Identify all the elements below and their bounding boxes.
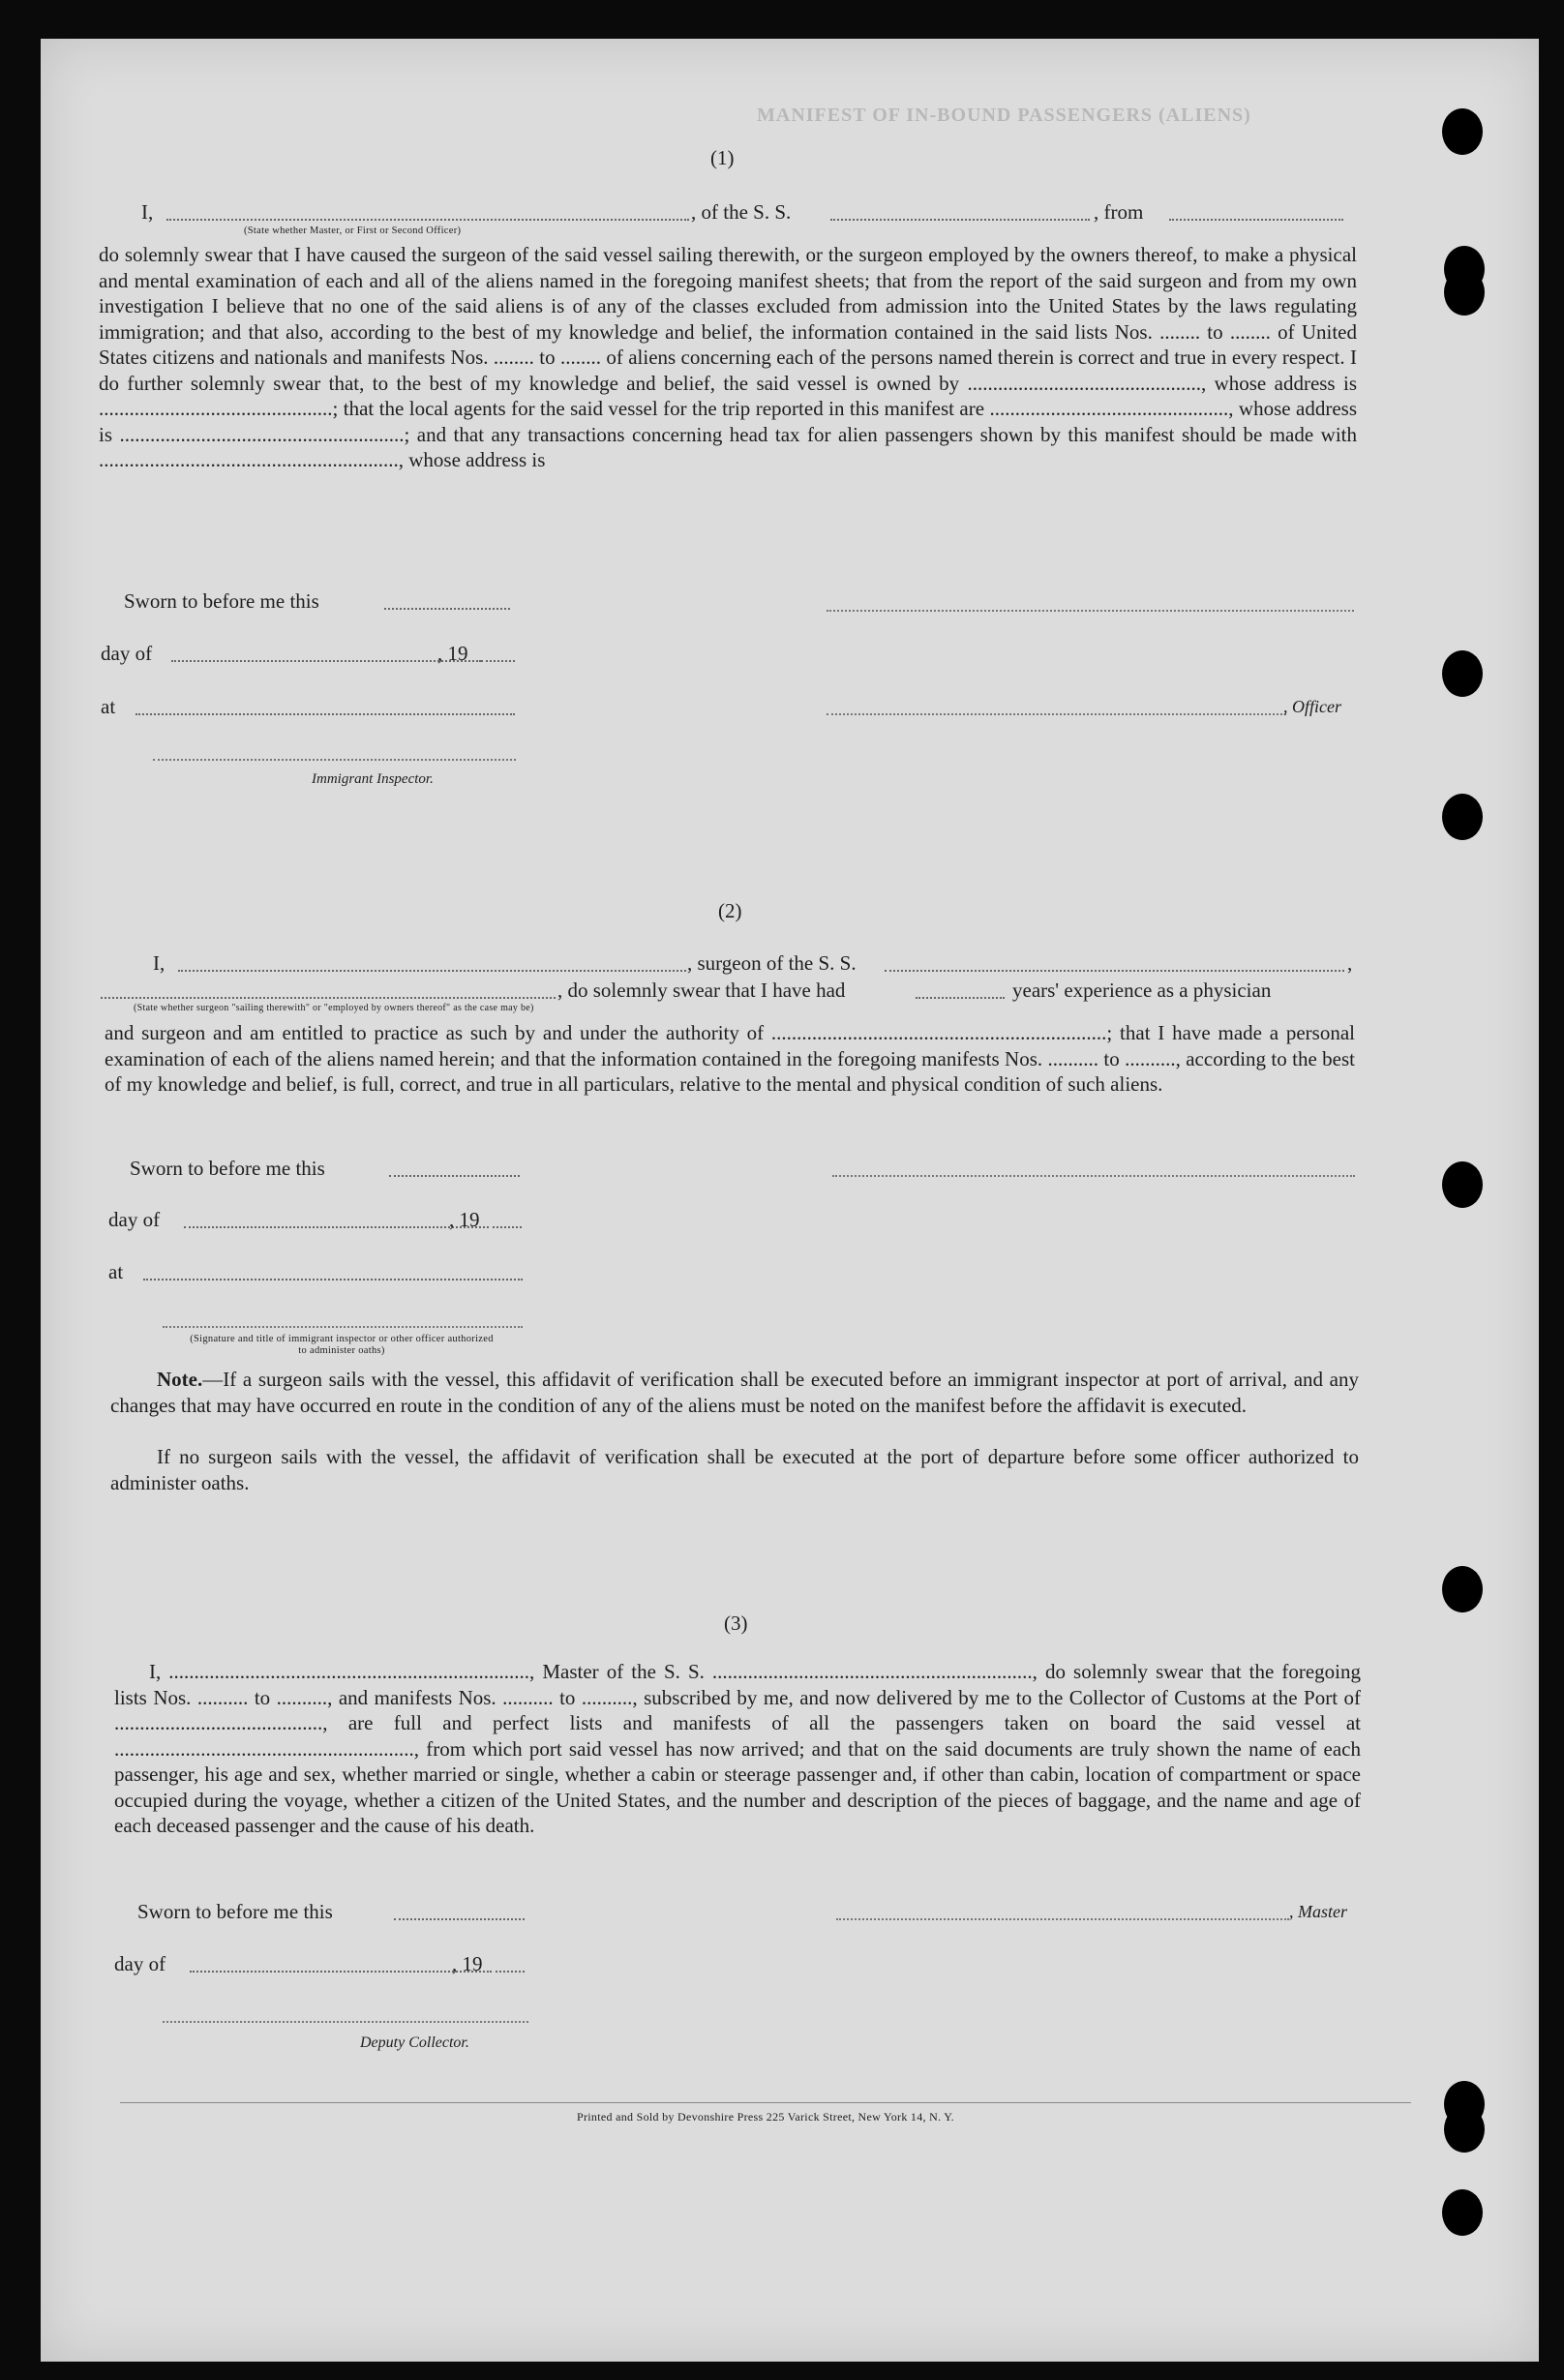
section-2-note-2: If no surgeon sails with the vessel, the affidavit of verification shall be executed at the port of departure before some officer authorized to administer oaths. [110, 1445, 1359, 1494]
section-3-sworn-blank[interactable] [394, 1918, 525, 1920]
section-1-i: I, [141, 200, 154, 224]
section-3-year-blank[interactable] [496, 1971, 525, 1973]
caption-surgeon: (State whether surgeon "sailing therewith" or "employed by owners thereof" as the case may be) [134, 1003, 534, 1013]
section-2-surgeon-of: , surgeon of the S. S. [687, 951, 857, 975]
punch-hole [1442, 794, 1483, 840]
section-2-swear: , do solemnly swear that I have had [557, 979, 846, 1002]
section-1-sworn: Sworn to before me this [124, 589, 319, 613]
section-2-signature-line[interactable] [832, 1175, 1355, 1177]
section-1-day-blank[interactable] [171, 660, 481, 662]
section-1-signature-line[interactable] [827, 610, 1354, 612]
punch-hole [1444, 269, 1485, 316]
caption-master: (State whether Master, or First or Second Officer) [244, 226, 462, 236]
section-2-at: at [108, 1260, 124, 1283]
footer-rule [120, 2102, 1411, 2103]
section-2-day-of: day of [108, 1208, 161, 1231]
section-2-year-blank[interactable] [493, 1226, 522, 1228]
punch-hole [1442, 1566, 1483, 1612]
section-2-inspector-line[interactable] [163, 1326, 523, 1328]
deputy-label: Deputy Collector. [360, 2034, 469, 2051]
section-1-at-blank[interactable] [135, 713, 515, 715]
deputy-signature-line[interactable] [163, 2021, 528, 2023]
section-2-comma: , [1347, 951, 1353, 975]
section-1-of-ss: , of the S. S. [691, 200, 792, 224]
punch-hole [1442, 650, 1483, 697]
from-port-blank[interactable] [1169, 219, 1343, 221]
faint-header: MANIFEST OF IN-BOUND PASSENGERS (ALIENS) [757, 105, 1251, 126]
section-2-number: (2) [718, 899, 742, 922]
punch-hole [1444, 2106, 1485, 2153]
section-2-paragraph: and surgeon and am entitled to practice as such by and under the authority of ..................................................................; that I have made a personal examination of each of the aliens named herein; and that the information contained in the foregoing manifests Nos. .......... to .........., according to the best of my knowledge and belief, is full, correct, and true in all particulars, relative to the mental and physical condition of such aliens. [105, 1021, 1355, 1096]
manifest-affidavit-page [41, 39, 1539, 2362]
section-1-at: at [101, 695, 116, 718]
section-2-i: I, [153, 951, 165, 975]
surgeon-name-blank[interactable] [178, 970, 686, 972]
section-2-vessel-blank[interactable] [885, 970, 1344, 972]
section-3-paragraph: I, ......................................................................., Master of the S. S. ..............................................................., do solemnly swear that the foregoing lists Nos. .......... to .........., and manifests Nos. .......... to .........., subscribed by me, and now delivered by me to the Collector of Customs at the Port of ........................................., are full and perfect lists and manifests of all the passengers taken on board the said vessel at ..........................................................., from which port said vessel has now arrived; and that on the said documents are truly shown the name of each passenger, his age and sex, whether married or single, whether a cabin or steerage passenger and, if other than cabin, location of compartment or space occupied during the voyage, whether a citizen of the United States, and the number and description of the pieces of baggage, and the name and age of each deceased passenger and the cause of his death. [114, 1660, 1361, 1837]
section-3-day-of: day of [114, 1952, 166, 1975]
section-2-sworn-blank[interactable] [389, 1175, 520, 1177]
section-1-paragraph: do solemnly swear that I have caused the surgeon of the said vessel sailing therewith, or the surgeon employed by the owners thereof, to make a physical and mental examination of each and all of the aliens named in the foregoing manifest sheets; that from the report of the said surgeon and from my own investigation I believe that no one of the said aliens is of any of the classes excluded from admission into the United States by the laws regulating immigration; and that also, according to the best of my knowledge and belief, the information contained in the said lists Nos. ........ to ........ of United States citizens and nationals and manifests Nos. ........ to ........ of aliens concerning each of the persons named therein is correct and true in every respect. I do further solemnly swear that, to the best of my knowledge and belief, the said vessel is owned by .............................................., whose address is ..............................................; that the local agents for the said vessel for the trip reported in this manifest are ..............................................., whose address is ........................................................; and that any transactions concerning head tax for alien passengers shown by this manifest should be made with ..........................................................., whose address is [99, 243, 1357, 471]
section-1-year: , 19 [437, 642, 468, 665]
inspector-label: Immigrant Inspector. [312, 771, 434, 787]
section-2-note [110, 1367, 1359, 1418]
section-2-years: years' experience as a physician [1012, 979, 1272, 1002]
section-1-year-blank[interactable] [481, 660, 515, 662]
surgeon-status-blank[interactable] [101, 997, 556, 999]
section-2-year: , 19 [449, 1208, 480, 1231]
section-3-sworn: Sworn to before me this [137, 1900, 333, 1923]
section-2-sworn: Sworn to before me this [130, 1157, 325, 1180]
officer-label: , Officer [1283, 697, 1341, 716]
printer-imprint: Printed and Sold by Devonshire Press 225 Varick Street, New York 14, N. Y. [577, 2110, 954, 2124]
officer-signature-line[interactable] [827, 713, 1286, 715]
section-3-year: , 19 [452, 1952, 483, 1975]
master-name-blank[interactable] [166, 219, 689, 221]
punch-hole [1442, 108, 1483, 155]
section-3-number: (3) [724, 1612, 748, 1635]
section-3-day-blank[interactable] [190, 1971, 492, 1973]
punch-hole [1442, 2189, 1483, 2236]
section-1-number: (1) [710, 146, 735, 169]
master-label: , Master [1289, 1902, 1347, 1921]
years-experience-blank[interactable] [916, 997, 1005, 999]
section-1-from: , from [1094, 200, 1144, 224]
inspector-signature-line[interactable] [153, 759, 516, 761]
section-2-at-blank[interactable] [143, 1279, 523, 1280]
section-2-day-blank[interactable] [184, 1226, 489, 1228]
vessel-name-blank[interactable] [830, 219, 1090, 221]
master-signature-line[interactable] [836, 1918, 1289, 1920]
caption-signature-title: (Signature and title of immigrant inspector or other officer authorized to administer oaths) [190, 1334, 494, 1356]
note-label: Note. [157, 1368, 203, 1391]
punch-hole [1442, 1161, 1483, 1208]
section-1-day-of: day of [101, 642, 153, 665]
section-1-sworn-blank[interactable] [384, 608, 510, 610]
note-text: —If a surgeon sails with the vessel, this affidavit of verification shall be executed before an immigrant inspector at port of arrival, and any changes that may have occurred en route in the condition of any of the aliens must be noted on the manifest before the affidavit is executed. [110, 1368, 1359, 1417]
